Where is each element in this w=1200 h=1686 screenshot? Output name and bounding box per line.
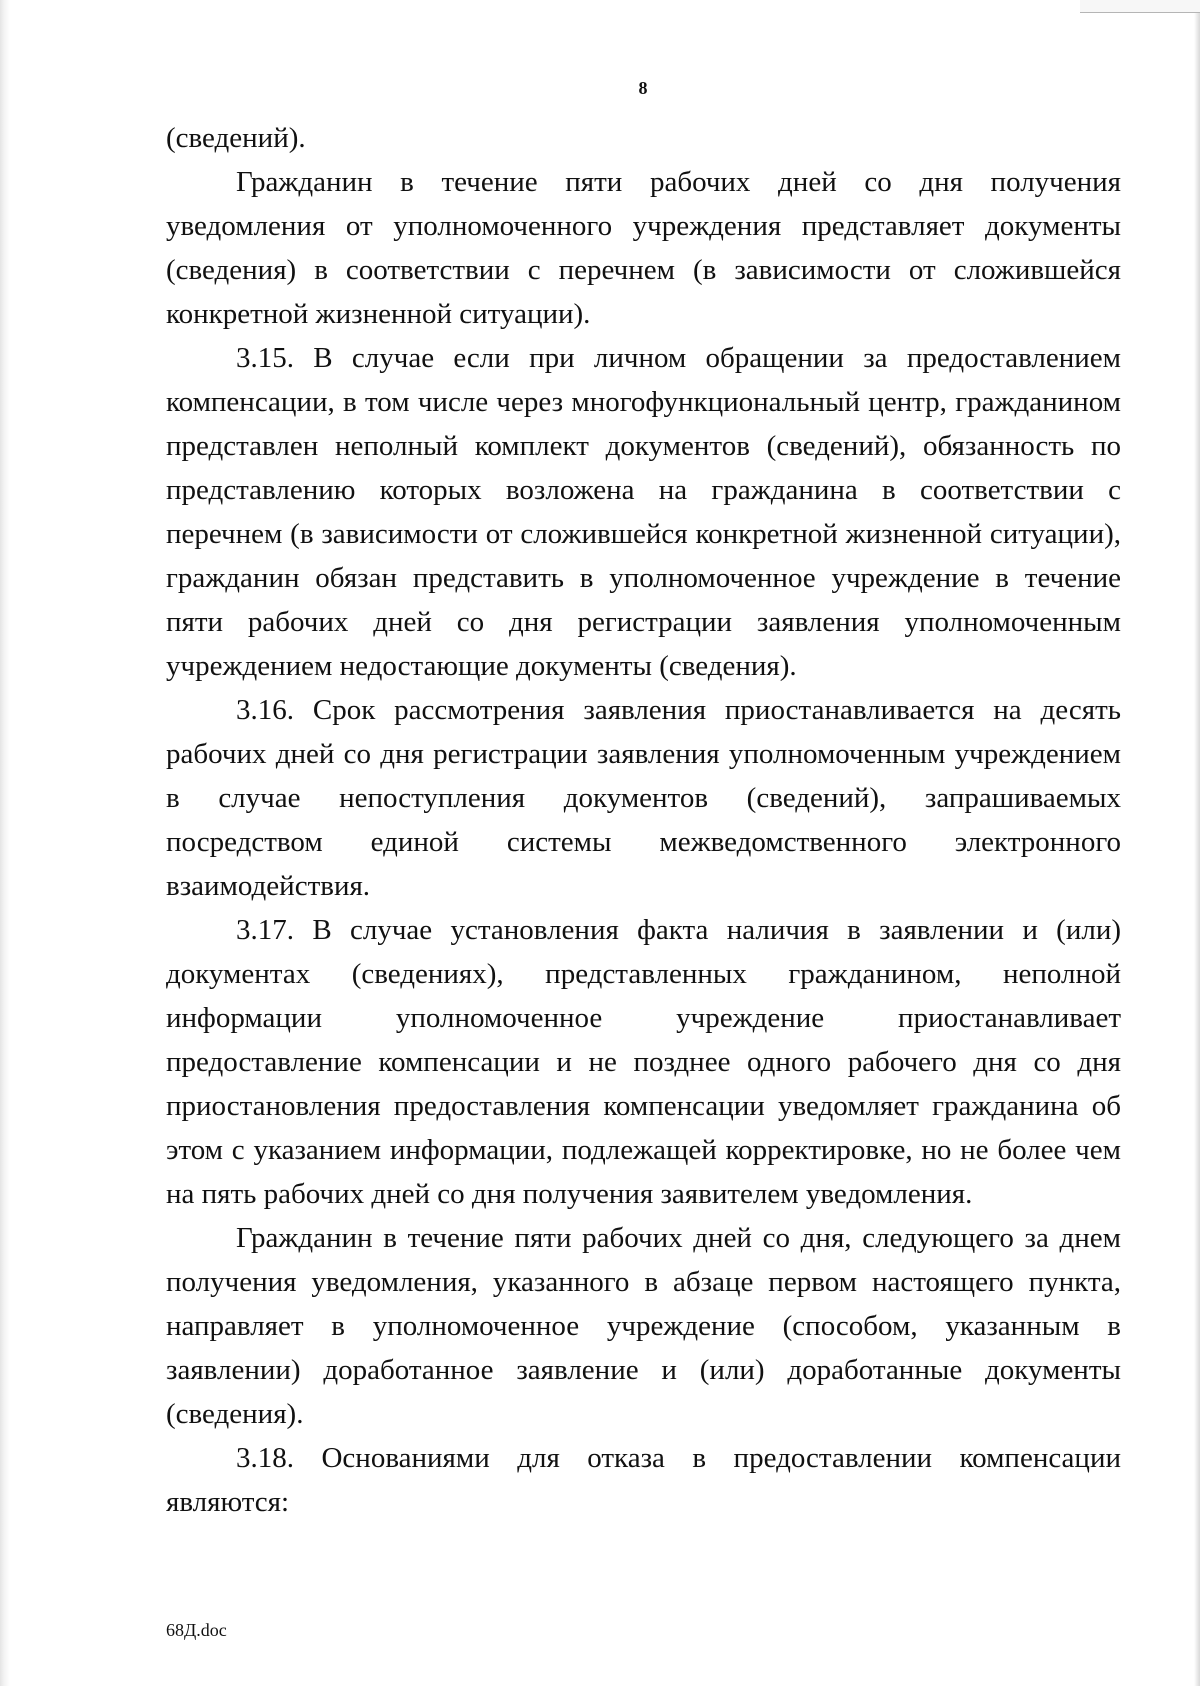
scan-corner <box>1080 0 1200 13</box>
paragraph-3-15: 3.15. В случае если при личном обращении за предоставлением компенсации, в том числе через многофункциональный центр, гражданином представлен неполный комплект документов (сведений), обязанность по представлению которых возложена на гражданина в соответствии с перечнем (в зависимости от сложившейся конкретной жизненной ситуации), гражданин обязан представить в уполномоченное учреждение в течение пяти рабочих дней со дня регистрации заявления уполномоченным учреждением недостающие документы (сведения). <box>166 342 1121 682</box>
paragraph-3-17: 3.17. В случае установления факта наличия в заявлении и (или) документах (сведениях), представленных гражданином, неполной информации уполномоченное учреждение приостанавливает предоставление компенсации и не позднее одного рабочего дня со дня приостановления предоставления компенсации уведомляет гражданина об этом с указанием информации, подлежащей корректировке, но не более чем на пять рабочих дней со дня получения заявителем уведомления. <box>166 914 1121 1210</box>
footer-filename: 68Д.doc <box>166 1620 227 1640</box>
paragraph: Гражданин в течение пяти рабочих дней со дня получения уведомления от уполномоченного учреждения представляет документы (сведения) в соответствии с перечнем (в зависимости от сложившейся конкретной жизненной ситуации). <box>166 166 1121 330</box>
paragraph: (сведений). <box>166 122 306 154</box>
scan-edge-right <box>1194 0 1200 1686</box>
page-number: 8 <box>638 78 648 98</box>
scan-edge-left <box>0 0 10 1686</box>
document-body <box>166 116 1121 1524</box>
paragraph: Гражданин в течение пяти рабочих дней со дня, следующего за днем получения уведомления, указанного в абзаце первом настоящего пункта, направляет в уполномоченное учреждение (способом, указанным в заявлении) доработанное заявление и (или) доработанные документы (сведения). <box>166 1222 1121 1430</box>
paragraph-3-18: 3.18. Основаниями для отказа в предоставлении компенсации являются: <box>166 1442 1121 1518</box>
paragraph-3-16: 3.16. Срок рассмотрения заявления приостанавливается на десять рабочих дней со дня регистрации заявления уполномоченным учреждением в случае непоступления документов (сведений), запрашиваемых посредством единой системы межведомственного электронного взаимодействия. <box>166 694 1121 902</box>
